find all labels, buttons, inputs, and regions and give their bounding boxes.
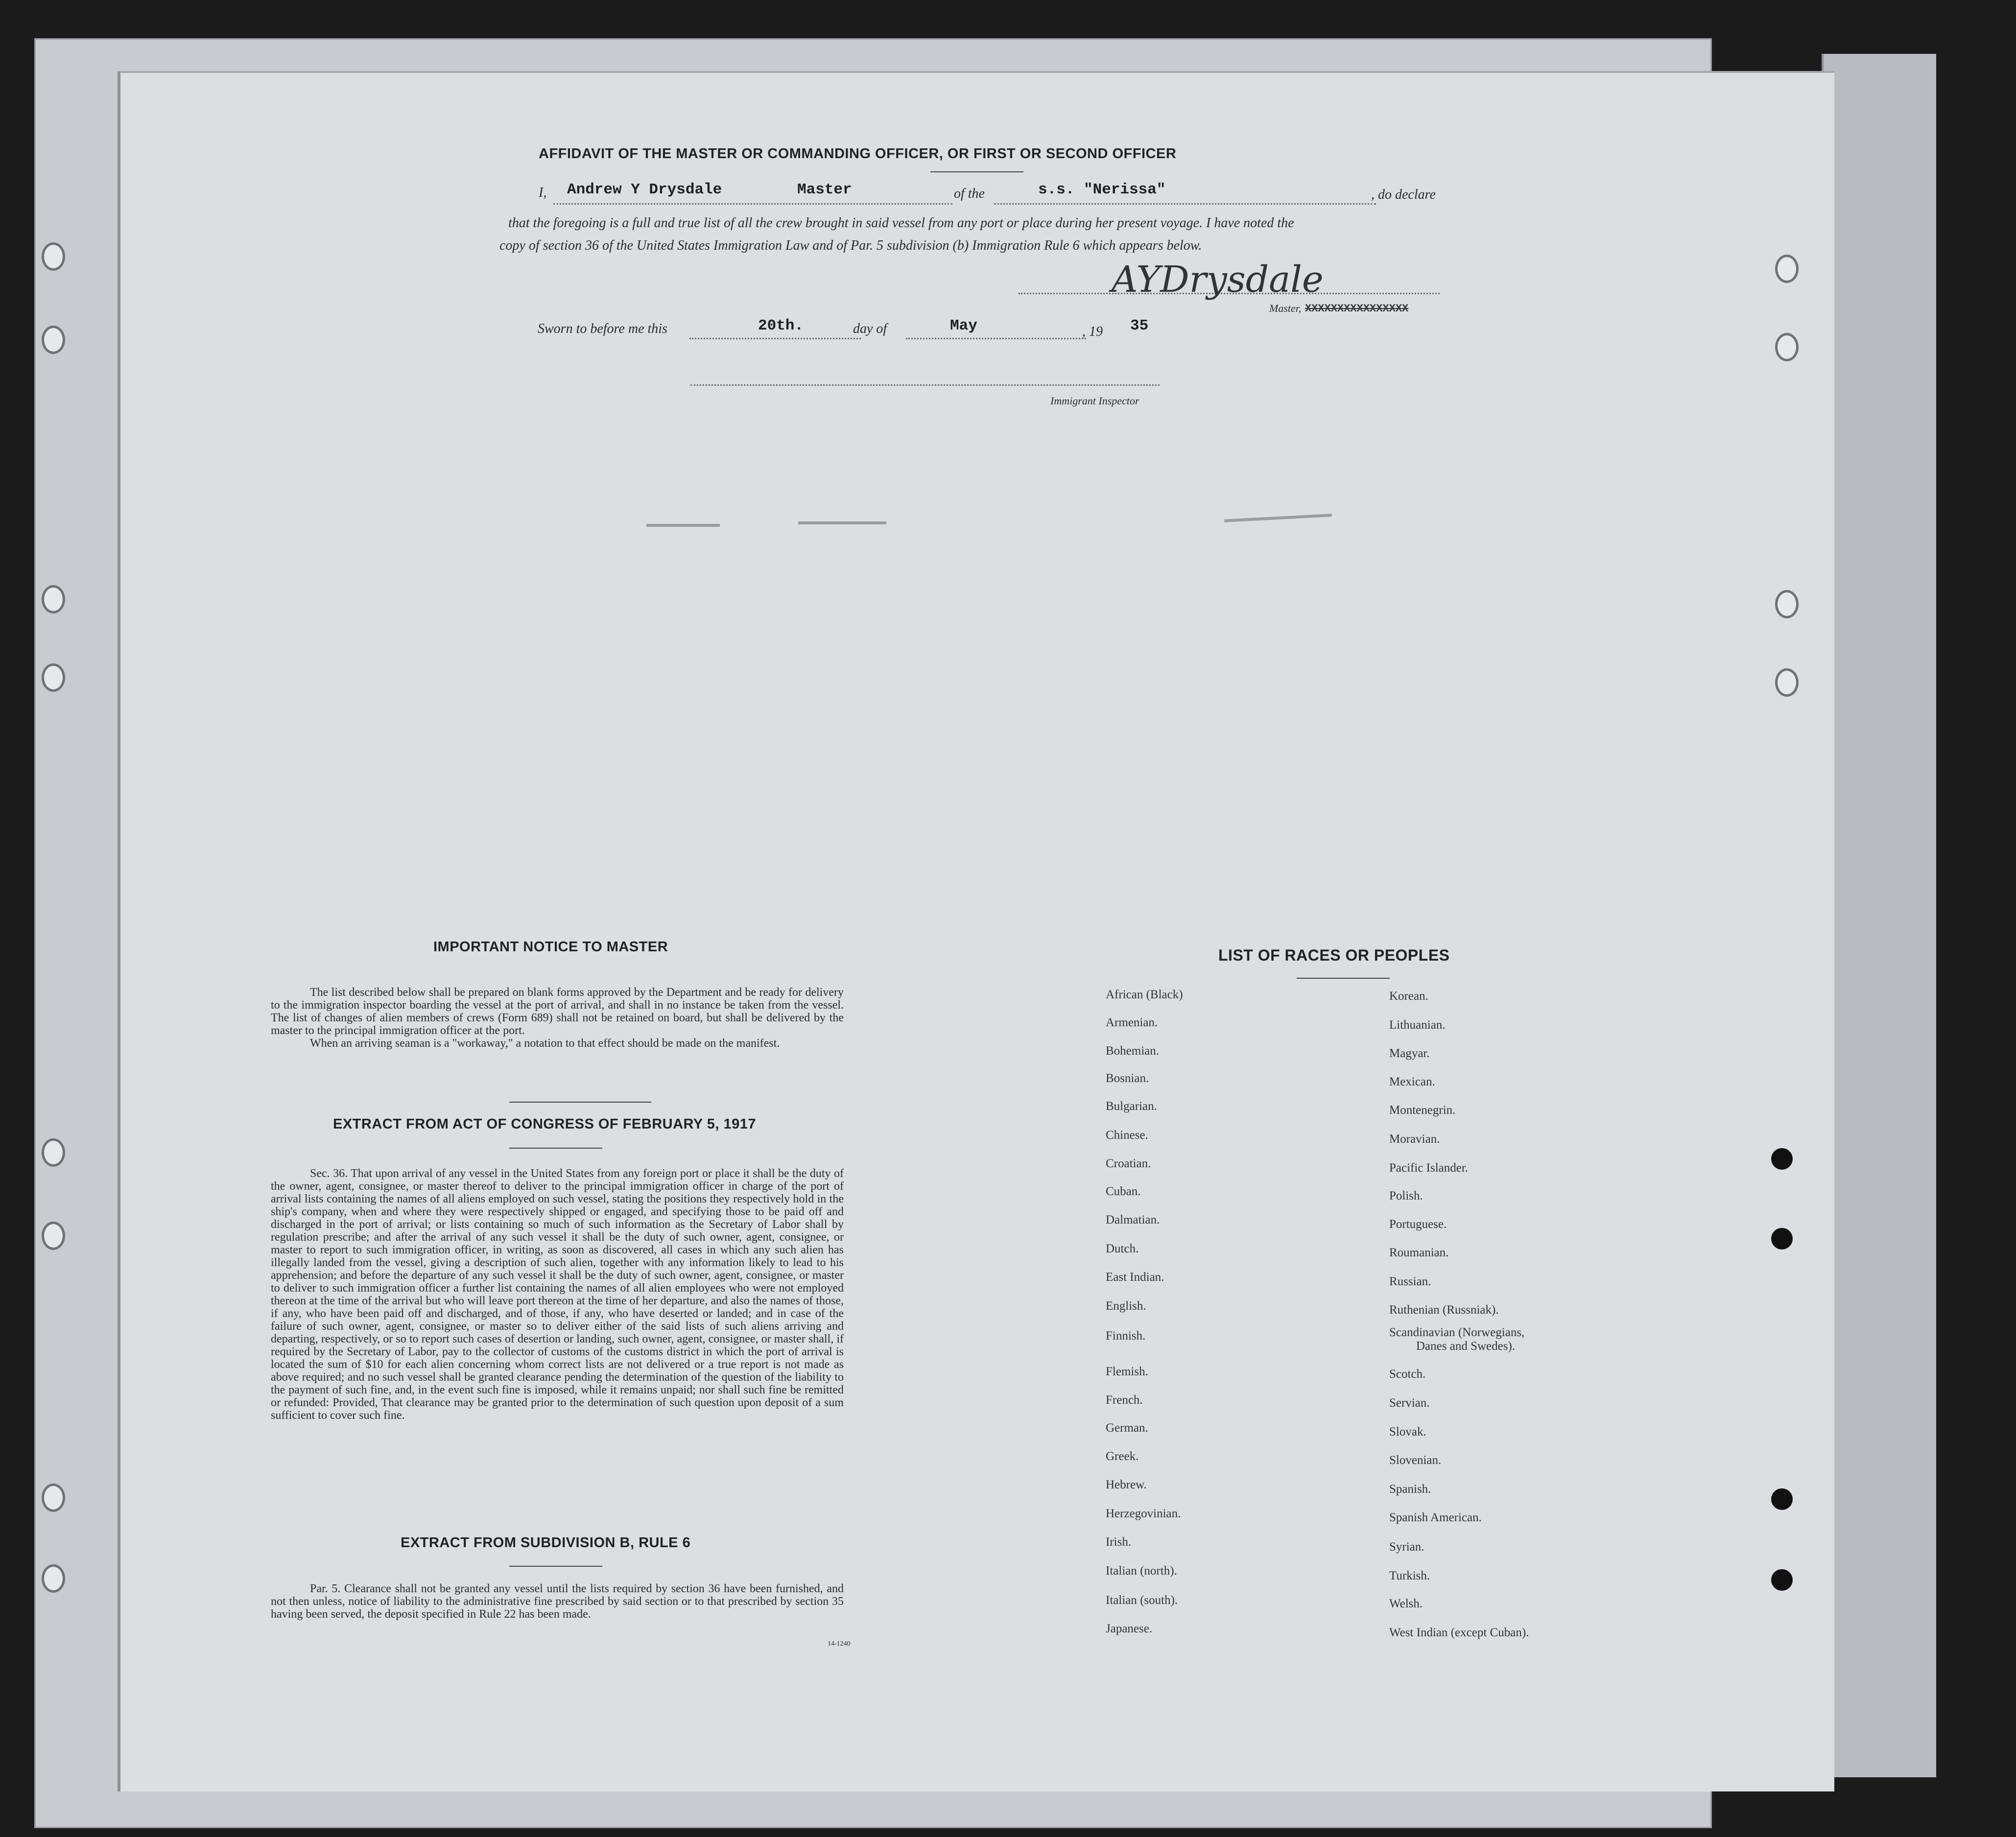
race-item: Chinese. [1106, 1129, 1148, 1142]
race-item: Armenian. [1106, 1016, 1158, 1029]
race-item: German. [1106, 1421, 1148, 1435]
race-item: Cuban. [1106, 1185, 1141, 1198]
race-item: African (Black) [1106, 988, 1183, 1001]
race-item: Mexican. [1389, 1075, 1435, 1088]
section-divider [509, 1566, 602, 1567]
inspector-dotline [690, 384, 1160, 386]
race-item: Bohemian. [1106, 1044, 1160, 1058]
section-divider [509, 1148, 602, 1149]
race-item: Scotch. [1389, 1367, 1426, 1381]
binder-hole [42, 585, 65, 613]
binder-hole [42, 1564, 65, 1593]
binder-hole [42, 1222, 65, 1250]
binder-hole-dark [1771, 1569, 1793, 1591]
do-declare-label: , do declare [1371, 187, 1436, 202]
race-item: Dalmatian. [1106, 1213, 1160, 1226]
race-item: Greek. [1106, 1450, 1139, 1463]
day-of-label: day of [853, 321, 887, 336]
race-item: Flemish. [1106, 1365, 1148, 1378]
race-item: Portuguese. [1389, 1218, 1447, 1231]
section-divider [509, 1102, 651, 1103]
race-item: Slovenian. [1389, 1454, 1442, 1467]
binder-hole [42, 326, 65, 354]
race-item: Herzegovinian. [1106, 1507, 1181, 1520]
notice-paragraph: When an arriving seaman is a "workaway," a notation to that effect should be made on the manifest. [310, 1037, 780, 1050]
binder-hole-dark [1771, 1148, 1793, 1170]
extract-act-text: Sec. 36. That upon arrival of any vessel in the United States from any foreign port or place it shall be the duty of the owner, agent, consignee, or master thereof to deliver to the principal immigration officer in charge of the port of arrival lists containing the names of all aliens employed on such vessel, stating the positions they respectively hold in the ship's company, when and where they were respectively shipped or engaged, and specifying those to be paid off and discharged in the port of arrival; or lists containing so much of such information as the Secretary of Labor shall by regulation prescribe; and after the arrival of any such vessel it shall be the duty of such owner, agent, consignee, or master to report to such immigration officer, in writing, as soon as discovered, all cases in which any such alien has illegally landed from the vessel, giving a description of such alien, together with any information likely to lead to his apprehension; and before the departure of any such vessel it shall be the duty of such owner, agent, consignee, or master to deliver to such immigration officer a further list containing the names of all alien employees who were not employed thereon at the time of the arrival but who will leave port thereon at the time of her departure, and also the names of those, if any, who have been paid off and discharged, and of those, if any, who have deserted or landed; and in case of the failure of such owner, agent, consignee, or master so to deliver either of the said lists of such aliens arriving and departing, respectively, or so to report such cases of desertion or landing, such owner, agent, consignee, or master shall, if required by the Secretary of Labor, pay to the collector of customs of the customs district in which the port of arrival is located the sum of $10 for each alien concerning whom correct lists are not delivered or a true report is not made as above required; and no such vessel shall be granted clearance pending the determination of the question of the liability to the payment of such fine, and, in the event such fine is imposed, while it remains unpaid; nor shall such fine be remitted or refunded: Provided, That clearance may be granted prior to the determination of such question upon deposit of a sum sufficient to cover such fine. [271, 1167, 844, 1422]
month-dotline [906, 338, 1086, 339]
sworn-year: 35 [1130, 317, 1149, 334]
extract-rule-text: Par. 5. Clearance shall not be granted any vessel until the lists required by section 36 have been furnished, and not then unless, notice of liability to the administrative fine prescribed by said section or to that prescribed by section 35 having been served, the deposit specified in Rule 22 has been made. [271, 1582, 844, 1621]
signature-caption: Master, [1269, 302, 1302, 314]
binder-hole [1775, 255, 1799, 283]
vessel-name: s.s. "Nerissa" [1038, 181, 1166, 198]
race-item: Italian (north). [1106, 1564, 1177, 1578]
binder-hole [1775, 333, 1799, 361]
race-item: Finnish. [1106, 1329, 1146, 1342]
binder-hole [1775, 590, 1799, 618]
race-item: Dutch. [1106, 1242, 1139, 1255]
race-item: Russian. [1389, 1275, 1431, 1288]
sworn-label: Sworn to before me this [538, 321, 667, 336]
extract-rule-heading: EXTRACT FROM SUBDIVISION B, RULE 6 [401, 1535, 691, 1551]
day-dotline [689, 338, 861, 339]
race-item: Slovak. [1389, 1425, 1426, 1438]
race-item: Spanish. [1389, 1483, 1431, 1496]
race-item: Bulgarian. [1106, 1100, 1157, 1113]
race-item: Ruthenian (Russniak). [1389, 1303, 1499, 1317]
declaration-line: that the foregoing is a full and true list of all the crew brought in said vessel from any port or place during her present voyage. I have noted the [508, 215, 1294, 231]
race-item: Magyar. [1389, 1047, 1430, 1060]
races-heading: LIST OF RACES OR PEOPLES [1218, 946, 1450, 964]
race-item: Servian. [1389, 1396, 1430, 1410]
binder-hole [42, 1138, 65, 1167]
race-item: Lithuanian. [1389, 1018, 1446, 1032]
race-item: French. [1106, 1393, 1143, 1407]
race-item: Polish. [1389, 1189, 1423, 1202]
race-item: Irish. [1106, 1535, 1132, 1549]
race-item: East Indian. [1106, 1271, 1164, 1284]
i-label: I, [539, 185, 547, 200]
race-item: Bosnian. [1106, 1072, 1149, 1085]
binder-hole [42, 242, 65, 271]
binder-hole-dark [1771, 1488, 1793, 1510]
form-number: 14-1240 [828, 1640, 851, 1648]
race-item: Danes and Swedes). [1416, 1340, 1516, 1353]
inspector-caption: Immigrant Inspector [1050, 395, 1139, 407]
master-title: Master [797, 181, 852, 198]
race-item: Japanese. [1106, 1622, 1153, 1635]
notice-paragraph: The list described below shall be prepared on blank forms approved by the Department and be ready for delivery to the immigration inspector boarding the vessel at the port of arrival, and shall in no instance be taken from the vessel. The list of changes of alien members of crews (Form 689) shall not be retained on board, but shall be delivered by the master to the principal immigration officer at the port. [271, 986, 844, 1037]
race-item: Roumanian. [1389, 1246, 1449, 1259]
race-item: English. [1106, 1299, 1146, 1313]
ink-smudge [798, 521, 886, 524]
year-prefix: , 19 [1082, 324, 1103, 339]
race-item: Pacific Islander. [1389, 1161, 1469, 1175]
race-item: Turkish. [1389, 1569, 1430, 1582]
affidavit-heading: AFFIDAVIT OF THE MASTER OR COMMANDING OFFICER, OR FIRST OR SECOND OFFICER [539, 146, 1177, 162]
race-item: Italian (south). [1106, 1594, 1178, 1607]
race-item: Korean. [1389, 989, 1428, 1003]
race-item: Moravian. [1389, 1132, 1440, 1146]
binder-hole [42, 1484, 65, 1512]
of-the-label: of the [954, 186, 985, 201]
vessel-dotline [994, 203, 1376, 205]
master-signature: AYDrysdale [1112, 259, 1324, 301]
heading-divider [930, 171, 1023, 172]
name-dotline [553, 203, 952, 205]
binder-strip [1822, 54, 1936, 1777]
sworn-month: May [950, 317, 977, 334]
race-item: Syrian. [1389, 1540, 1424, 1554]
race-item: Hebrew. [1106, 1478, 1147, 1491]
notice-heading: IMPORTANT NOTICE TO MASTER [433, 939, 668, 955]
binder-hole [1775, 668, 1799, 697]
extract-act-heading: EXTRACT FROM ACT OF CONGRESS OF FEBRUARY 5, 1917 [333, 1116, 757, 1132]
race-item: West Indian (except Cuban). [1389, 1626, 1529, 1639]
race-item: Welsh. [1389, 1597, 1423, 1610]
race-item: Scandinavian (Norwegians, [1389, 1326, 1525, 1339]
declaration-line: copy of section 36 of the United States Immigration Law and of Par. 5 subdivision (b) Immigration Rule 6 which appears below. [499, 238, 1202, 253]
section-divider [1297, 978, 1390, 979]
struck-title: XXXXXXXXXXXXXXXX [1305, 303, 1409, 315]
binder-hole [42, 663, 65, 692]
master-name: Andrew Y Drysdale [567, 181, 722, 198]
race-item: Montenegrin. [1389, 1104, 1456, 1117]
race-item: Spanish American. [1389, 1511, 1482, 1524]
binder-hole-dark [1771, 1228, 1793, 1249]
race-item: Croatian. [1106, 1157, 1151, 1170]
sworn-day: 20th. [758, 317, 804, 334]
ink-smudge [646, 524, 720, 527]
